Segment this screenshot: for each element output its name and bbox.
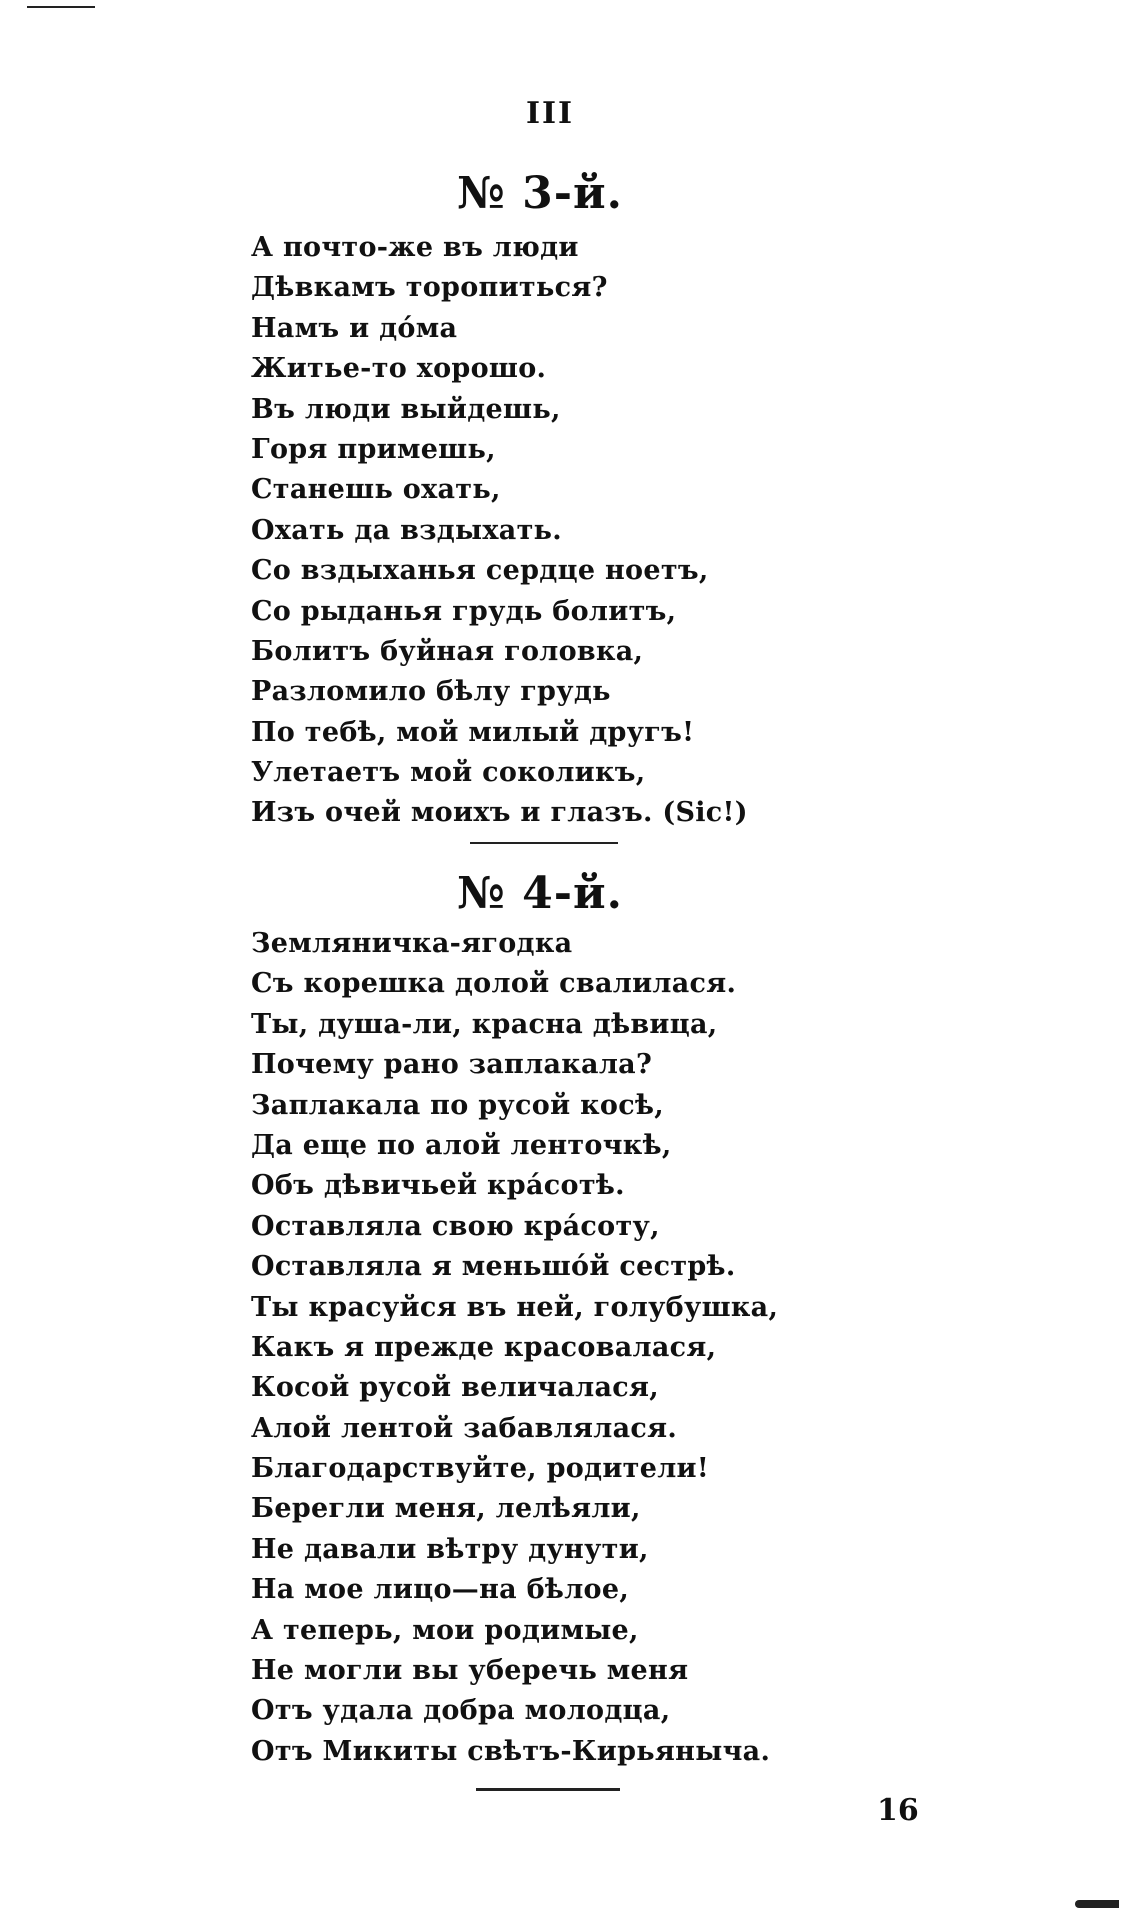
- poem-line: Разломило бѣлу грудь: [251, 676, 611, 708]
- poem-line: Со вздыханья сердце ноетъ,: [251, 555, 709, 587]
- poem-line: Какъ я прежде красовалася,: [251, 1331, 717, 1363]
- poem-line: Со рыданья грудь болитъ,: [251, 595, 677, 627]
- poem-3: [251, 228, 748, 834]
- poem-line: Ты, душа-ли, красна дѣвица,: [251, 1008, 718, 1040]
- poem-line: Не давали вѣтру дунути,: [251, 1533, 649, 1565]
- poem-line: Косой русой величалася,: [251, 1372, 659, 1404]
- poem-line: Оставляла я меньшóй сестрѣ.: [251, 1251, 736, 1283]
- end-divider: [476, 1788, 620, 1791]
- poem-line: На мое лицо—на бѣлое,: [251, 1574, 630, 1606]
- poem-line: Изъ очей моихъ и глазъ. (Sic!): [251, 797, 748, 829]
- corner-mark: [1075, 1900, 1119, 1908]
- poem-line: Намъ и дóма: [251, 312, 458, 344]
- poem-line: А теперь, мои родимые,: [251, 1614, 639, 1646]
- page-header: III: [525, 96, 575, 131]
- poem-line: Отъ Микиты свѣтъ-Кирьяныча.: [251, 1735, 771, 1767]
- poem-line: Въ люди выйдешь,: [251, 393, 561, 425]
- poem-line: Земляничка-ягодка: [251, 928, 573, 959]
- top-rule: [27, 6, 95, 8]
- section-divider: [470, 842, 618, 844]
- poem-line: А почто-же въ люди: [251, 232, 579, 263]
- poem-line: Объ дѣвичьей крáсотѣ.: [251, 1170, 625, 1202]
- poem-line: Дѣвкамъ торопиться?: [251, 272, 608, 304]
- poem-line: По тебѣ, мой милый другъ!: [251, 716, 695, 748]
- poem-line: Станешь охать,: [251, 474, 501, 506]
- poem-line: Житье-то хорошо.: [251, 353, 547, 385]
- poem-line: Почему рано заплакала?: [251, 1049, 653, 1081]
- poem-line: Съ корешка долой свалилася.: [251, 968, 737, 1000]
- poem-line: Улетаетъ мой соколикъ,: [251, 757, 646, 789]
- poem-line: Отъ удала добра молодца,: [251, 1695, 671, 1727]
- page-number: 16: [877, 1793, 919, 1828]
- poem-line: Болитъ буйная головка,: [251, 635, 644, 667]
- poem-line: Берегли меня, лелѣяли,: [251, 1493, 641, 1525]
- poem-line: Горя примешь,: [251, 433, 496, 465]
- poem-line: Ты красуйся въ ней, голубушка,: [251, 1291, 779, 1323]
- poem-line: Оставляла свою крáсоту,: [251, 1210, 660, 1242]
- poem-line: Да еще по алой ленточкѣ,: [251, 1129, 672, 1161]
- section-title-4: № 4-й.: [457, 868, 623, 919]
- poem-line: Не могли вы уберечь меня: [251, 1655, 689, 1687]
- poem-line: Алой лентой забавлялася.: [251, 1412, 678, 1444]
- poem-4: [251, 924, 778, 1772]
- poem-line: Заплакала по русой косѣ,: [251, 1089, 664, 1121]
- poem-line: Охать да вздыхать.: [251, 514, 562, 546]
- section-title-3: № 3-й.: [457, 168, 623, 219]
- poem-line: Благодарствуйте, родители!: [251, 1453, 710, 1485]
